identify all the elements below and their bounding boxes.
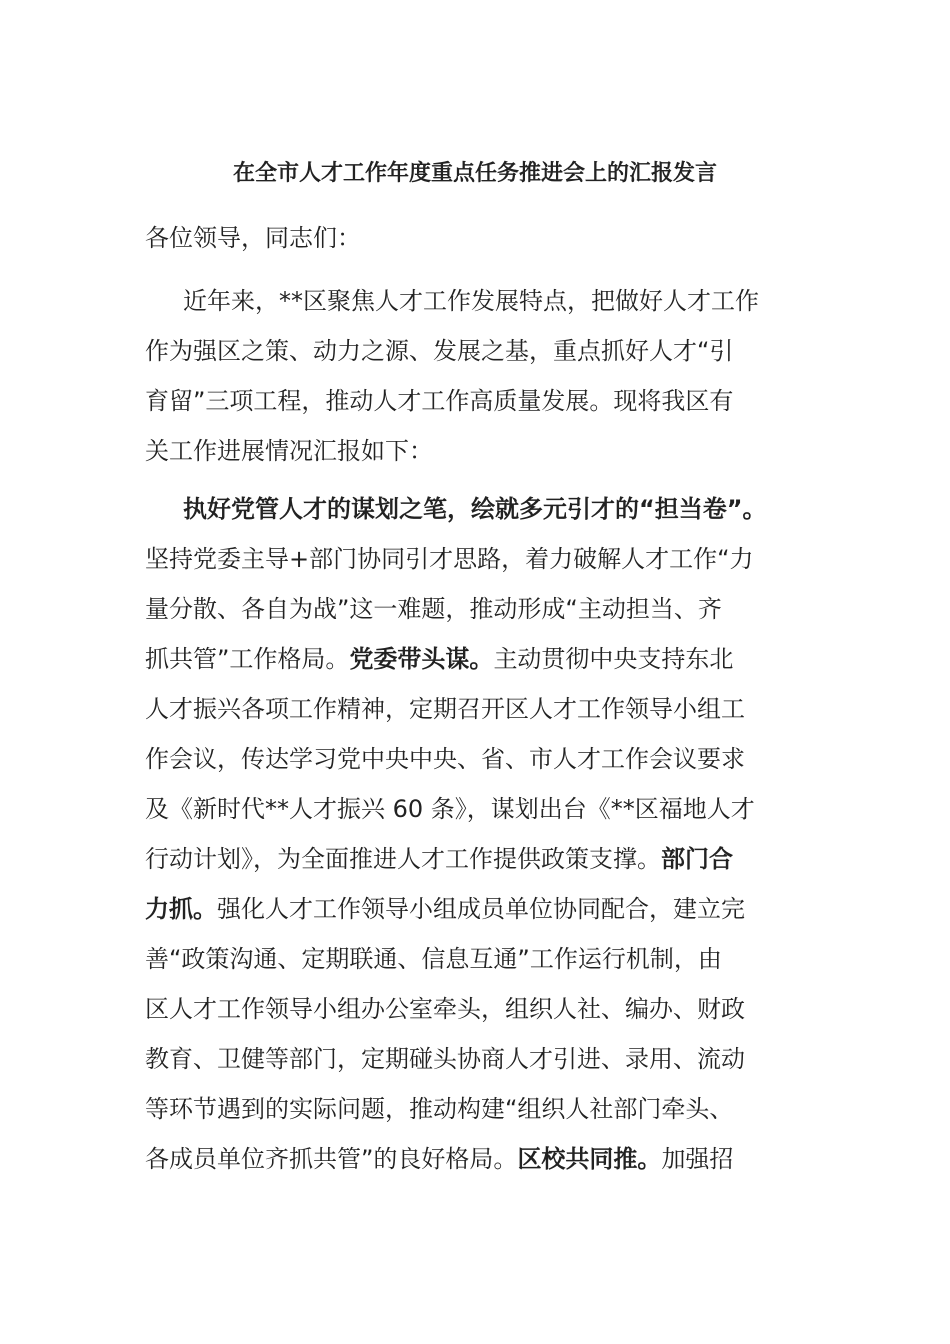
line-text: 抓共管”工作格局。 (145, 645, 350, 673)
paragraph-line: 作为强区之策、动力之源、发展之基，重点抓好人才“引 (145, 337, 734, 365)
line-text: 加强招 (661, 1145, 734, 1173)
paragraph-line: 坚持党委主导+部门协同引才思路，着力破解人才工作“力 (145, 545, 754, 573)
intro-paragraph (145, 276, 810, 476)
line-text: 行动计划》，为全面推进人才工作提供政策支撑。 (145, 845, 661, 873)
line-text: 强化人才工作领导小组成员单位协同配合，建立完 (217, 895, 745, 923)
subheading-party-committee: 党委带头谋。 (349, 645, 494, 673)
paragraph-line: 近年来，**区聚焦人才工作发展特点，把做好人才工作 (183, 287, 759, 315)
paragraph-line (145, 1134, 810, 1184)
section-1-paragraph (145, 484, 810, 1184)
subheading-departments-part2: 力抓。 (145, 895, 217, 923)
paragraph-line: 教育、卫健等部门，定期碰头协商人才引进、录用、流动 (145, 1045, 745, 1073)
subheading-departments-part1: 部门合 (661, 845, 733, 873)
line-text: 主动贯彻中央支持东北 (493, 645, 734, 673)
paragraph-line: 量分散、各自为战”这一难题，推动形成“主动担当、齐 (145, 595, 722, 623)
paragraph-line (145, 634, 810, 684)
paragraph-line: 育留”三项工程，推动人才工作高质量发展。现将我区有 (145, 387, 734, 415)
paragraph-line (145, 884, 810, 934)
subheading-district-school: 区校共同推。 (517, 1145, 662, 1173)
paragraph-line: 善“政策沟通、定期联通、信息互通”工作运行机制，由 (145, 945, 722, 973)
paragraph-line: 区人才工作领导小组办公室牵头，组织人社、编办、财政 (145, 995, 745, 1023)
salutation: 各位领导，同志们： (145, 224, 361, 252)
document-title: 在全市人才工作年度重点任务推进会上的汇报发言 (232, 161, 717, 186)
section-heading: 执好党管人才的谋划之笔，绘就多元引才的“担当卷”。 (183, 495, 767, 523)
paragraph-line: 作会议，传达学习党中央中央、省、市人才工作会议要求 (145, 745, 745, 773)
paragraph-line: 及《新时代**人才振兴 60 条》，谋划出台《**区福地人才 (145, 795, 755, 823)
line-text: 各成员单位齐抓共管”的良好格局。 (145, 1145, 518, 1173)
paragraph-line: 等环节遇到的实际问题，推动构建“组织人社部门牵头、 (145, 1095, 734, 1123)
paragraph-line: 人才振兴各项工作精神，定期召开区人才工作领导小组工 (145, 695, 745, 723)
paragraph-line (145, 834, 810, 884)
paragraph-line: 关工作进展情况汇报如下： (145, 437, 433, 465)
